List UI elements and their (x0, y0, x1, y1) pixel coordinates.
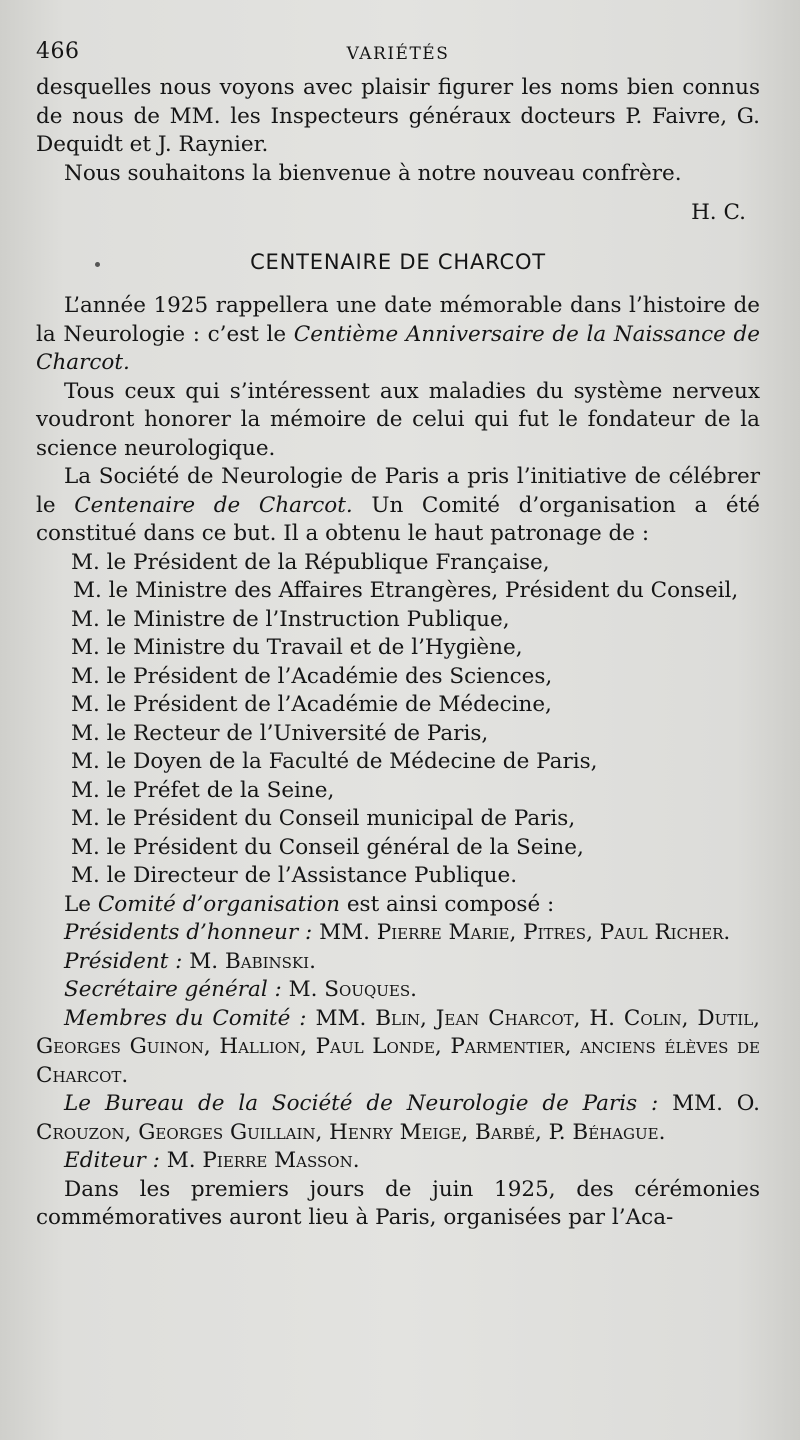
role-label: Membres du Comité : (64, 1005, 307, 1031)
role-label: Le Bureau de la Société de Neurologie de Paris : (64, 1091, 659, 1116)
italic-phrase: Centième Anniversaire de la Naissance de Charcot. (36, 321, 760, 375)
paragraph-text: est ainsi composé : (339, 891, 555, 917)
paragraph-text: L’année 1925 rappellera une date mémorable dans l’histoire de la Neurologie : c’est le (36, 293, 760, 347)
running-head: VARIÉTÉS (346, 44, 450, 64)
patronage-item: M. le Ministre de l’Instruction Publique, (71, 606, 510, 632)
role-label: Editeur : (64, 1148, 160, 1173)
patronage-item: M. le Ministre des Affaires Etrangères, Président du Conseil, (73, 578, 739, 603)
editeur (36, 1147, 760, 1176)
role-label: Présidents d’honneur : (64, 920, 313, 945)
section-title: CENTENAIRE DE CHARCOT (250, 250, 546, 274)
intro-paragraph: desquelles nous voyons avec plaisir figurer les noms bien connus de nous de MM. les Inspecteurs généraux docteurs P. Faivre, G. Dequidt et J. Raynier. (36, 75, 760, 157)
presidents-honneur (36, 919, 760, 948)
member-names: M. Pierre Masson. (159, 1148, 360, 1173)
bureau-societe (36, 1090, 760, 1147)
body-text (36, 74, 760, 1233)
member-names: MM. Pierre Marie, Pitres, Paul Richer. (312, 920, 731, 945)
patronage-item: M. le Doyen de la Faculté de Médecine de Paris, (71, 749, 598, 774)
page-number: 466 (36, 39, 80, 64)
secretaire-general (36, 976, 760, 1005)
membres-comite (36, 1005, 760, 1091)
president (36, 948, 760, 977)
patronage-item: M. le Directeur de l’Assistance Publique. (71, 863, 518, 888)
patronage-item: M. le Président de l’Académie de Médecine, (71, 692, 552, 717)
patronage-list (36, 549, 760, 891)
paragraph-text: Le (64, 891, 98, 917)
patronage-item: M. le Préfet de la Seine, (71, 777, 335, 803)
member-names: M. Souques. (281, 977, 417, 1002)
member-names: M. Babinski. (182, 948, 316, 974)
intro-welcome: Nous souhaitons la bienvenue à notre nouveau confrère. (64, 160, 682, 186)
member-names: MM. Blin, Jean Charcot, H. Colin, Dutil, Georges Guinon, Hallion, Paul Londe, Parmentier, anciens élèves de Charcot. (36, 1005, 760, 1088)
patronage-item: M. le Président du Conseil général de la Seine, (71, 834, 584, 860)
patronage-item: M. le Président de l’Académie des Sciences, (71, 663, 553, 689)
paragraph-text: La Société de Neurologie de Paris a pris l’initiative de célébrer le (36, 464, 760, 518)
paragraph-honor: Tous ceux qui s’intéressent aux maladies du système nerveux voudront honorer la mémoire de celui qui fut le fondateur de la science neurologique. (36, 378, 760, 461)
paragraph-anniversary (36, 292, 760, 378)
closing-paragraph: Dans les premiers jours de juin 1925, des cérémonies commémoratives auront lieu à Paris, organisées par l’Aca- (36, 1176, 760, 1230)
member-names: MM. O. Crouzon, Georges Guillain, Henry Meige, Barbé, P. Béhague. (36, 1091, 760, 1145)
role-label: Président : (64, 948, 183, 974)
patronage-item: M. le Président de la République Française, (71, 549, 550, 575)
paragraph-initiative (36, 463, 760, 549)
role-label: Secrétaire général : (64, 977, 282, 1002)
paragraph-text: Un Comité d’organisation a été constitué dans ce but. Il a obtenu le haut patronage de : (36, 492, 760, 546)
signature: H. C. (691, 200, 746, 225)
print-speck (95, 262, 100, 267)
comite-intro (36, 891, 760, 920)
patronage-item: M. le Recteur de l’Université de Paris, (71, 720, 489, 746)
italic-phrase: Centenaire de Charcot. (74, 492, 353, 518)
page-header (36, 38, 760, 74)
italic-phrase: Comité d’organisation (97, 891, 340, 917)
patronage-item: M. le Ministre du Travail et de l’Hygiène, (71, 635, 523, 660)
patronage-item: M. le Président du Conseil municipal de Paris, (71, 806, 576, 831)
